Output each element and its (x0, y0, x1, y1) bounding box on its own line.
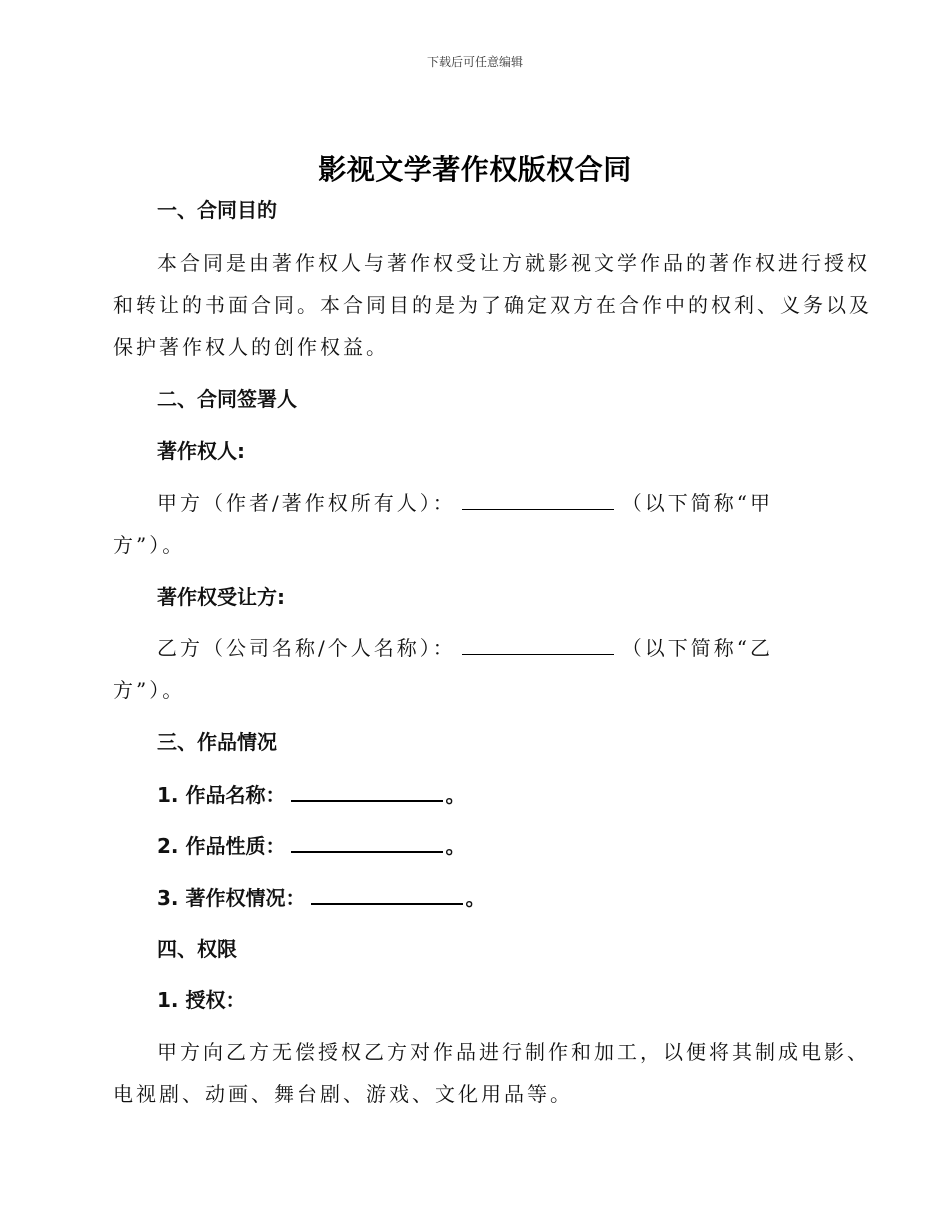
section-heading-signatories: 二、合同签署人 (157, 387, 297, 411)
authorization-paragraph-line-2: 电视剧、动画、舞台剧、游戏、文化用品等。 (113, 1082, 573, 1106)
work-nature-line (157, 831, 465, 860)
authorization-paragraph-line-1: 甲方向乙方无偿授权乙方对作品进行制作和加工，以便将其制成电影、 (157, 1040, 870, 1064)
work-name-line (157, 780, 465, 809)
copyright-status-label: 3. 著作权情况： (157, 886, 306, 910)
party-b-prefix: 乙方（公司名称/个人名称）： (157, 636, 456, 660)
party-a-prefix: 甲方（作者/著作权所有人）： (157, 491, 456, 515)
section-heading-purpose: 一、合同目的 (157, 198, 277, 222)
purpose-paragraph-line-3: 保护著作权人的创作权益。 (113, 335, 389, 359)
party-b-suffix: （以下简称“乙 (621, 636, 773, 660)
purpose-paragraph-line-2: 和转让的书面合同。本合同目的是为了确定双方在合作中的权利、义务以及 (113, 293, 872, 317)
party-b-line (157, 634, 773, 662)
party-a-suffix: （以下简称“甲 (621, 491, 773, 515)
section-heading-work-info: 三、作品情况 (157, 730, 277, 754)
copyright-status-end: 。 (465, 886, 486, 910)
work-nature-field[interactable] (291, 831, 443, 853)
work-nature-end: 。 (445, 834, 466, 858)
author-label: 著作权人: (157, 439, 245, 463)
copyright-status-line (157, 883, 485, 912)
page-header: 下载后可任意编辑 (426, 55, 523, 69)
party-a-line (157, 489, 773, 517)
work-name-label: 1. 作品名称： (157, 783, 286, 807)
party-a-name-field[interactable] (462, 489, 614, 510)
section-heading-permissions: 四、权限 (157, 937, 237, 961)
party-b-name-field[interactable] (462, 634, 614, 655)
copyright-status-field[interactable] (311, 883, 463, 905)
work-nature-label: 2. 作品性质： (157, 834, 286, 858)
purpose-paragraph-line-1: 本合同是由著作权人与著作权受让方就影视文学作品的著作权进行授权 (157, 251, 870, 275)
work-name-end: 。 (445, 783, 466, 807)
work-name-field[interactable] (291, 780, 443, 802)
party-b-continuation: 方”）。 (113, 678, 186, 702)
authorization-label: 1. 授权： (157, 988, 246, 1012)
document-title: 影视文学著作权版权合同 (318, 153, 632, 186)
party-a-continuation: 方”）。 (113, 533, 186, 557)
assignee-label: 著作权受让方: (157, 585, 285, 609)
